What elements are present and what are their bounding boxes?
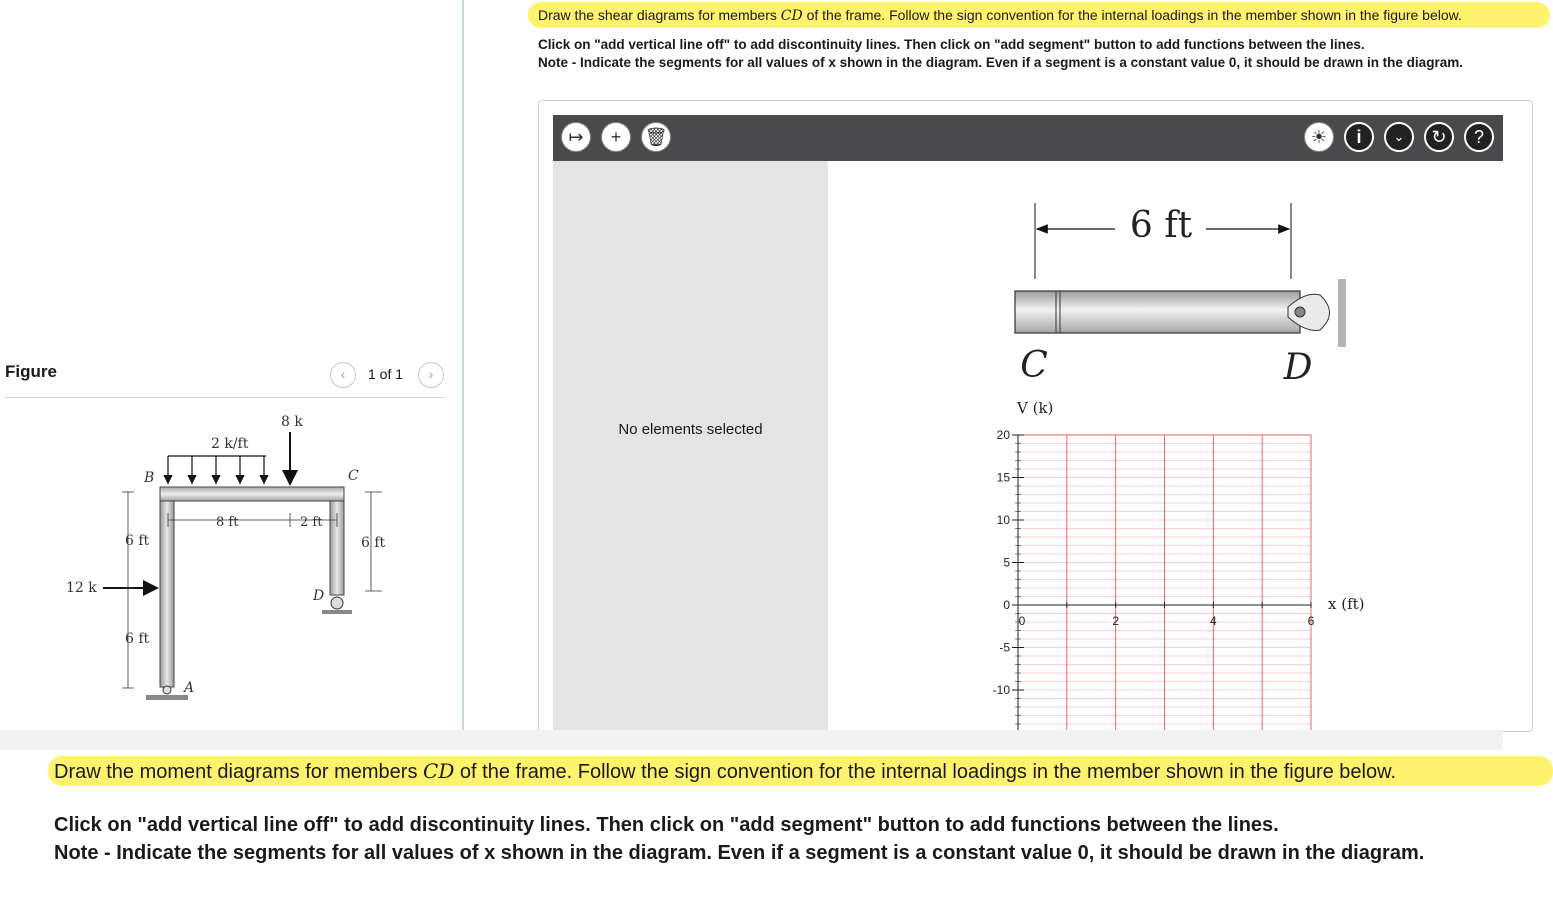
- member-label-c: C: [1020, 345, 1048, 386]
- figure-panel: [0, 0, 464, 730]
- chevron-left-icon[interactable]: ‹: [330, 362, 356, 388]
- properties-side-panel: [553, 161, 828, 732]
- y-tick-label: 20: [996, 428, 1010, 442]
- roller-support-d: [331, 597, 343, 609]
- label-point-load: 8 k: [281, 414, 303, 430]
- x-tick-label: 0: [1018, 614, 1026, 628]
- label-dim-right: 6 ft: [361, 535, 386, 551]
- grid-major: [1018, 435, 1311, 731]
- no-selection-text: No elements selected: [618, 421, 763, 438]
- member-length-label: 6 ft: [1129, 205, 1193, 246]
- chevron-down-icon[interactable]: ⌄: [1384, 122, 1414, 152]
- moment-instruction-line1: Click on "add vertical line off" to add discontinuity lines. Then click on "add segment" button to add functions between the lines.: [54, 814, 1279, 836]
- help-icon[interactable]: ?: [1464, 122, 1494, 152]
- y-tick-label: 10: [996, 513, 1010, 527]
- moment-instruction-body: [54, 812, 1454, 867]
- trash-icon[interactable]: 🗑: [641, 122, 671, 152]
- beam-bc: [160, 487, 344, 501]
- x-tick-label: 2: [1112, 614, 1120, 628]
- label-dim-upper-left: 6 ft: [125, 533, 150, 549]
- x-tick-label: 4: [1209, 614, 1217, 628]
- frame-figure: [0, 400, 460, 720]
- shear-instruction-title: Draw the shear diagrams for members CD of the frame. Follow the sign convention for the internal loadings in the member shown in the figure below.: [528, 2, 1550, 28]
- label-joint-c: C: [348, 468, 359, 484]
- y-tick-label: -5: [999, 640, 1010, 655]
- label-dim-2ft: 2 ft: [300, 515, 323, 530]
- y-tick-label: 15: [996, 470, 1010, 485]
- chart-ticks: [993, 428, 1315, 724]
- label-horizontal-load: 12 k: [66, 580, 97, 596]
- y-tick-label: 5: [1003, 555, 1010, 570]
- member-label-d: D: [1283, 347, 1313, 388]
- shear-chart-svg[interactable]: [830, 165, 1496, 732]
- label-joint-a: A: [184, 680, 195, 696]
- figure-title: Figure: [5, 362, 57, 381]
- pager-count: 1 of 1: [368, 366, 404, 382]
- x-tick-label: 6: [1307, 614, 1315, 628]
- x-axis-label: x (ft): [1328, 595, 1365, 613]
- add-vertical-line-icon[interactable]: ↦: [561, 122, 591, 152]
- shear-instruction-body: [538, 36, 1498, 72]
- label-dim-lower-left: 6 ft: [125, 631, 150, 647]
- reset-icon[interactable]: ↻: [1424, 122, 1454, 152]
- y-axis-label: V (k): [1017, 399, 1054, 417]
- figure-divider: [5, 397, 445, 398]
- label-joint-b: B: [144, 470, 155, 486]
- column-ab: [160, 487, 174, 687]
- info-icon[interactable]: i: [1344, 122, 1374, 152]
- y-tick-label: -10: [992, 683, 1010, 697]
- label-dim-8ft: 8 ft: [216, 515, 239, 530]
- tool-toolbar: [553, 115, 1503, 161]
- member-cd: [1015, 291, 1300, 333]
- label-dist-load: 2 k/ft: [211, 436, 249, 452]
- shear-diagram-tool: [538, 100, 1533, 732]
- shear-instruction-line1: Click on "add vertical line off" to add discontinuity lines. Then click on "add segment" button to add functions between the lines.: [538, 37, 1365, 52]
- add-segment-icon[interactable]: +: [601, 122, 631, 152]
- pin-support-a: [146, 695, 188, 700]
- shear-instruction-line2: Note - Indicate the segments for all values of x shown in the diagram. Even if a segment is a constant value 0, it should be drawn in the diagram.: [538, 55, 1463, 70]
- moment-instruction-title: Draw the moment diagrams for members CD of the frame. Follow the sign convention for the internal loadings in the member shown in the figure below.: [48, 756, 1553, 786]
- chevron-right-icon[interactable]: ›: [418, 362, 444, 388]
- y-tick-label: 0: [1003, 598, 1010, 612]
- hint-bulb-icon[interactable]: ☀: [1304, 122, 1334, 152]
- figure-pager: [330, 362, 448, 388]
- label-joint-d: D: [313, 588, 325, 604]
- diagram-canvas[interactable]: [830, 165, 1496, 732]
- column-cd: [330, 487, 344, 595]
- moment-instruction-line2: Note - Indicate the segments for all values of x shown in the diagram. Even if a segment is a constant value 0, it should be drawn in the diagram.: [54, 841, 1425, 864]
- section-separator: [0, 730, 1503, 750]
- support-wall: [1338, 279, 1346, 347]
- distributed-load-arrows: [168, 456, 264, 482]
